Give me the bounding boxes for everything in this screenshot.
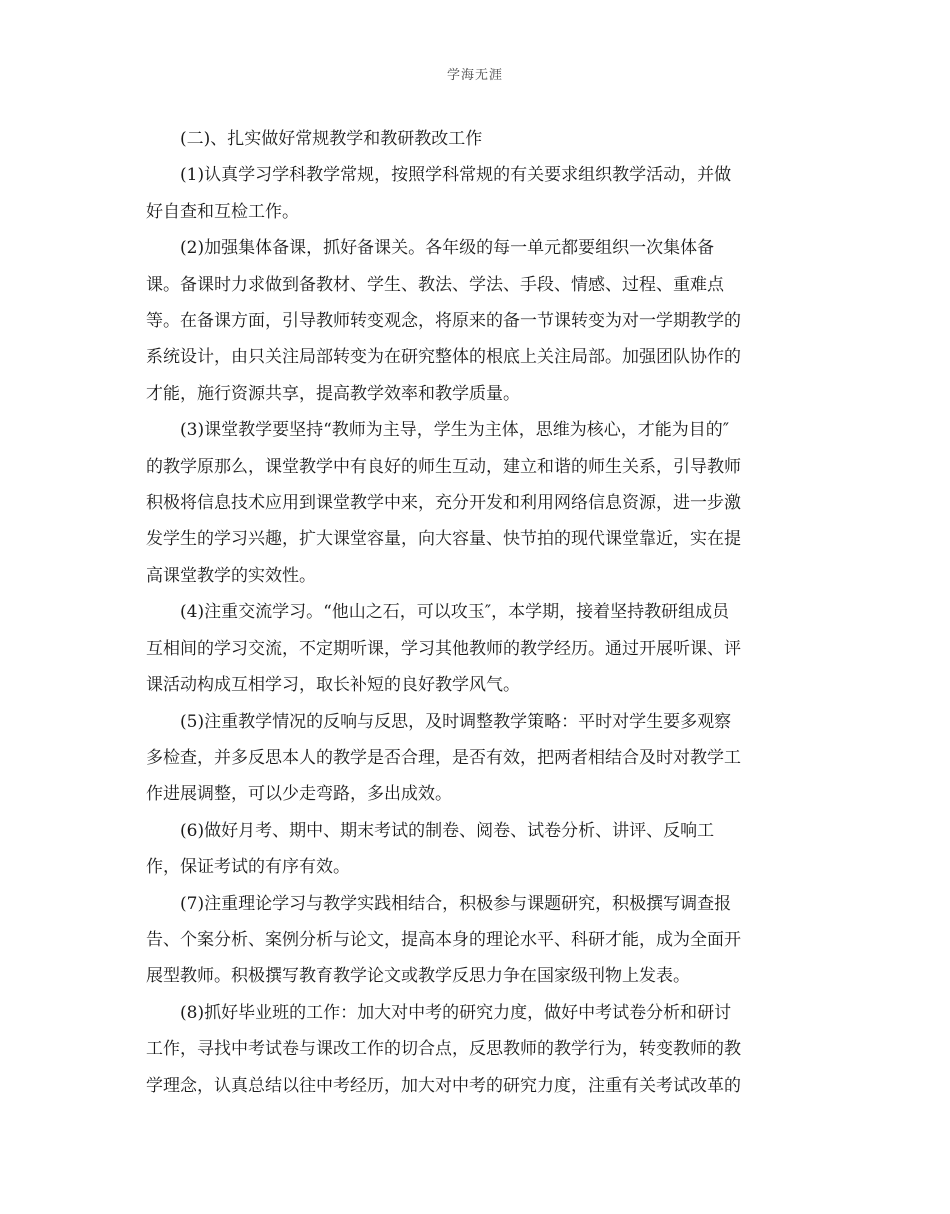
paragraph-2: (2)加强集体备课，抓好备课关。各年级的每一单元都要组织一次集体备 课。备课时力求做到备教材、学生、教法、学法、手段、情感、过程、重难点 等。在备课方面，引导教师转变观念，将原来的备一节课转变为对一学期教学的 系统设计，由只关注局部转变为在研究整体的根底上关注局部。加强团队协作的 才能，施行资源共享，提高教学效率和教学质量。 [146,238,741,404]
section-heading: (二)、扎实做好常规教学和教研教改工作 [146,129,483,149]
paragraph-5: (5)注重教学情况的反响与反思，及时调整教学策略：平时对学生要多观察 多检查，并多反思本人的教学是否合理，是否有效，把两者相结合及时对教学工 作进展调整，可以少走弯路，多出成效。 [146,711,741,805]
paragraph-6: (6)做好月考、期中、期末考试的制卷、阅卷、试卷分析、讲评、反响工 作，保证考试的有序有效。 [146,820,715,878]
paragraph-4: (4)注重交流学习。“他山之石，可以攻玉″，本学期，接着坚持教研组成员 互相间的学习交流，不定期听课，学习其他教师的教学经历。通过开展听课、评 课活动构成互相学习，取长补短的良好教学风气。 [146,602,741,696]
paragraph-8: (8)抓好毕业班的工作：加大对中考的研究力度，做好中考试卷分析和研讨 工作，寻找中考试卷与课改工作的切合点，反思教师的教学行为，转变教师的教 学理念，认真总结以往中考经历，加大对中考的研究力度，注重有关考试改革的 [146,1002,741,1096]
paragraph-1: (1)认真学习学科教学常规，按照学科常规的有关要求组织教学活动，并做 好自查和互检工作。 [146,165,732,222]
paragraph-3: (3)课堂教学要坚持“教师为主导，学生为主体，思维为核心，才能为目的″ 的教学原那么，课堂教学中有良好的师生互动，建立和谐的师生关系，引导教师 积极将信息技术应用到课堂教学中来，充分开发和利用网络信息资源，进一步激 发学生的学习兴趣，扩大课堂容量，向大容量、快节拍的现代课堂靠近，实在提 高课堂教学的实效性。 [146,420,741,586]
page-header: 学海无涯 [446,68,503,83]
body-text [146,121,798,1104]
paragraph-7: (7)注重理论学习与教学实践相结合，积极参与课题研究，积极撰写调查报 告、个案分析、案例分析与论文，提高本身的理论水平、科研才能，成为全面开 展型教师。积极撰写教育教学论文或教学反思力争在国家级刊物上发表。 [146,893,741,987]
